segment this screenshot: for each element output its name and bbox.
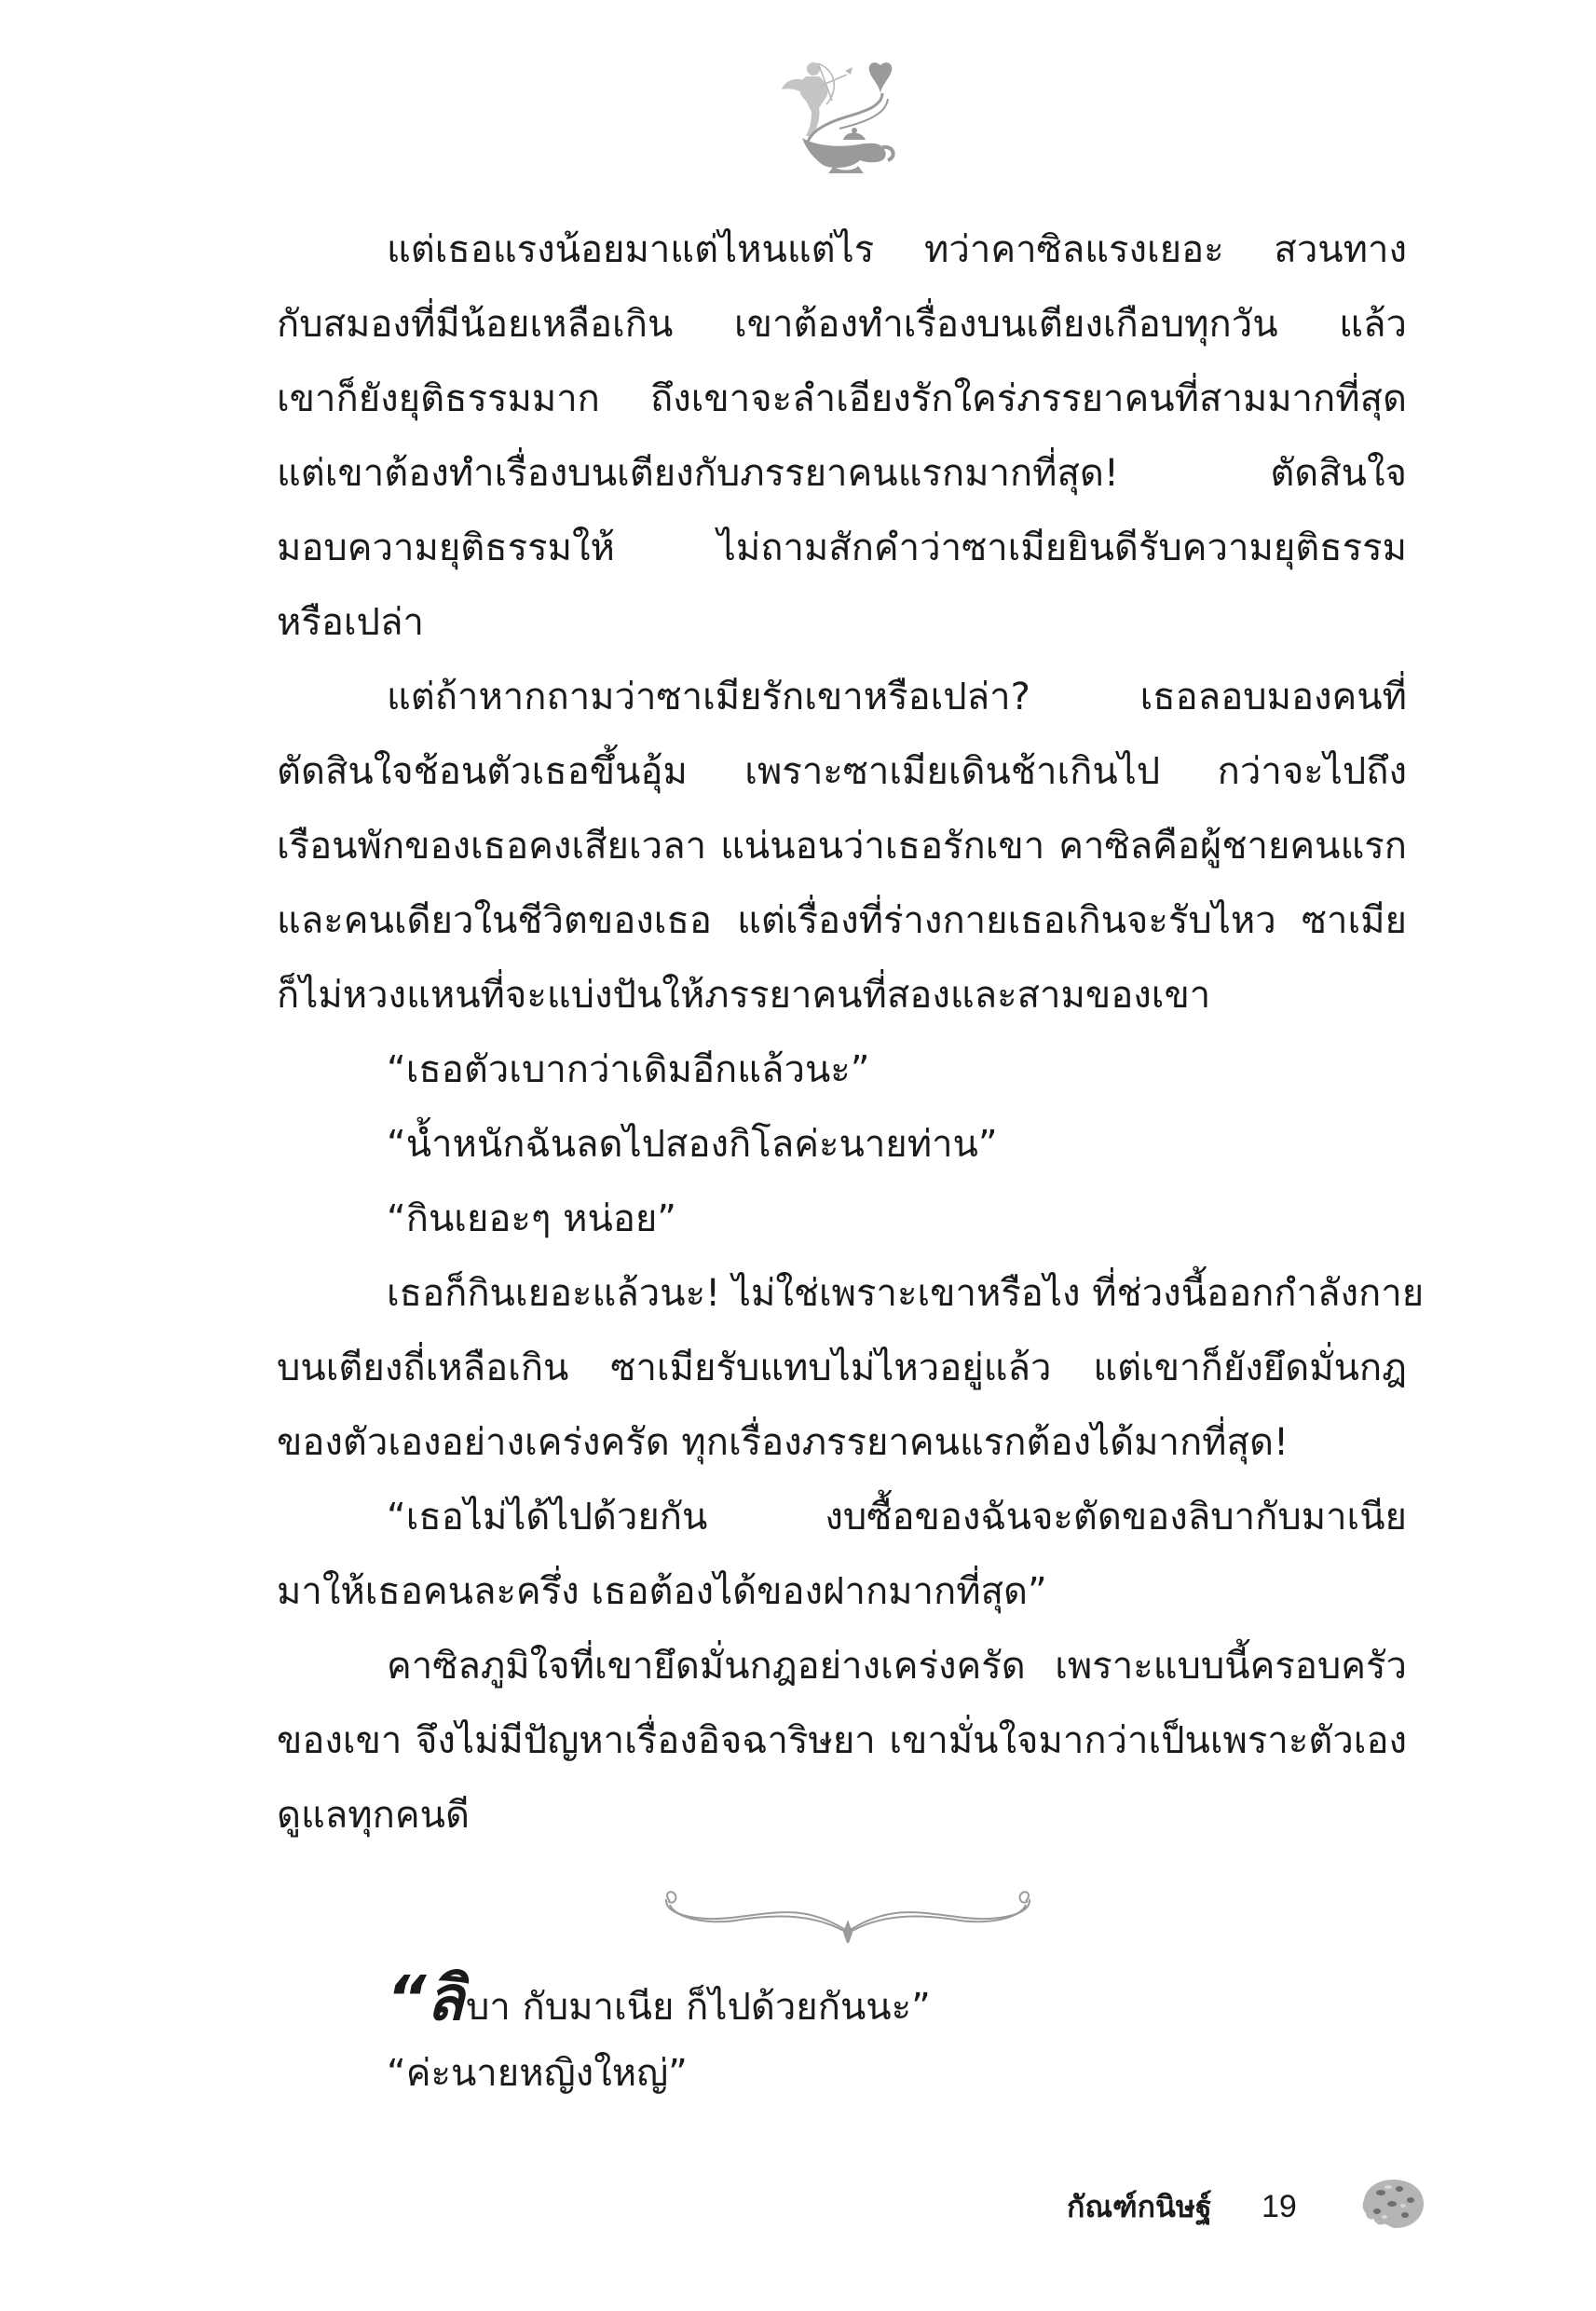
dialogue-line: “น้ำหนักฉันลดไปสองกิโลค่ะนายท่าน” bbox=[387, 1123, 998, 1166]
drop-cap: “ลิ bbox=[387, 1962, 464, 2034]
section-second-line: “ค่ะนายหญิงใหญ่” bbox=[387, 2052, 688, 2095]
page-footer bbox=[1025, 2176, 1444, 2241]
text-line: มอบความยุติธรรมให้ ไม่ถามสักคำว่าซาเมียยินดีรับความยุติธรรม bbox=[277, 526, 1407, 569]
ornamental-flourish-divider-icon bbox=[638, 1873, 1057, 1943]
text-line: เขาก็ยังยุติธรรมมาก ถึงเขาจะลำเอียงรักใคร่ภรรยาคนที่สามมากที่สุด bbox=[277, 377, 1407, 420]
text-line: แต่ถ้าหากถามว่าซาเมียรักเขาหรือเปล่า? เธอลอบมองคนที่ bbox=[387, 676, 1407, 718]
section-first-line-text: บา กับมาเนีย ก็ไปด้วยกันนะ” bbox=[465, 1986, 931, 2029]
cupid-teapot-lamp-icon bbox=[778, 56, 908, 177]
new-section bbox=[387, 1962, 1412, 2111]
page-number: 19 bbox=[1262, 2189, 1297, 2224]
section-first-line bbox=[387, 1962, 1412, 2036]
text-line: ของเขา จึงไม่มีปัญหาเรื่องอิจฉาริษยา เขามั่นใจมากว่าเป็นเพราะตัวเอง bbox=[277, 1719, 1407, 1762]
text-line: แต่เขาต้องทำเรื่องบนเตียงกับภรรยาคนแรกมากที่สุด! ตัดสินใจ bbox=[277, 452, 1407, 495]
text-line: ของตัวเองอย่างเคร่งครัด ทุกเรื่องภรรยาคนแรกต้องได้มากที่สุด! bbox=[277, 1421, 1289, 1464]
body-text bbox=[277, 212, 1425, 1853]
dialogue-line: “กินเยอะๆ หน่อย” bbox=[387, 1197, 676, 1240]
text-line: และคนเดียวในชีวิตของเธอ แต่เรื่องที่ร่างกายเธอเกินจะรับไหว ซาเมีย bbox=[277, 899, 1407, 942]
text-line: บนเตียงถี่เหลือเกิน ซาเมียรับแทบไม่ไหวอยู่แล้ว แต่เขาก็ยังยึดมั่นกฎ bbox=[277, 1347, 1407, 1389]
text-line: เธอก็กินเยอะแล้วนะ! ไม่ใช่เพราะเขาหรือไง ที่ช่วงนี้ออกกำลังกาย bbox=[387, 1272, 1425, 1315]
book-title: กัณฑ์กนิษฐ์ bbox=[1067, 2189, 1212, 2224]
text-line: ตัดสินใจช้อนตัวเธอขึ้นอุ้ม เพราะซาเมียเดินช้าเกินไป กว่าจะไปถึง bbox=[277, 750, 1407, 793]
bitten-cookie-icon bbox=[1358, 2176, 1427, 2232]
dialogue-line: “เธอตัวเบากว่าเดิมอีกแล้วนะ” bbox=[387, 1048, 870, 1091]
text-line: กับสมองที่มีน้อยเหลือเกิน เขาต้องทำเรื่องบนเตียงเกือบทุกวัน แล้ว bbox=[277, 303, 1407, 346]
dialogue-line: มาให้เธอคนละครึ่ง เธอต้องได้ของฝากมากที่สุด” bbox=[277, 1570, 1047, 1613]
text-line: ดูแลทุกคนดี bbox=[277, 1794, 470, 1837]
text-line: แต่เธอแรงน้อยมาแต่ไหนแต่ไร ทว่าคาซิลแรงเยอะ สวนทาง bbox=[387, 228, 1407, 271]
text-line: คาซิลภูมิใจที่เขายึดมั่นกฎอย่างเคร่งครัด เพราะแบบนี้ครอบครัว bbox=[387, 1645, 1407, 1688]
text-line: เรือนพักของเธอคงเสียเวลา แน่นอนว่าเธอรักเขา คาซิลคือผู้ชายคนแรก bbox=[277, 825, 1407, 868]
dialogue-line: “เธอไม่ได้ไปด้วยกัน งบซื้อของฉันจะตัดของลิบากับมาเนีย bbox=[387, 1496, 1407, 1538]
text-line: หรือเปล่า bbox=[277, 601, 424, 644]
text-line: ก็ไม่หวงแหนที่จะแบ่งปันให้ภรรยาคนที่สองและสามของเขา bbox=[277, 974, 1211, 1017]
